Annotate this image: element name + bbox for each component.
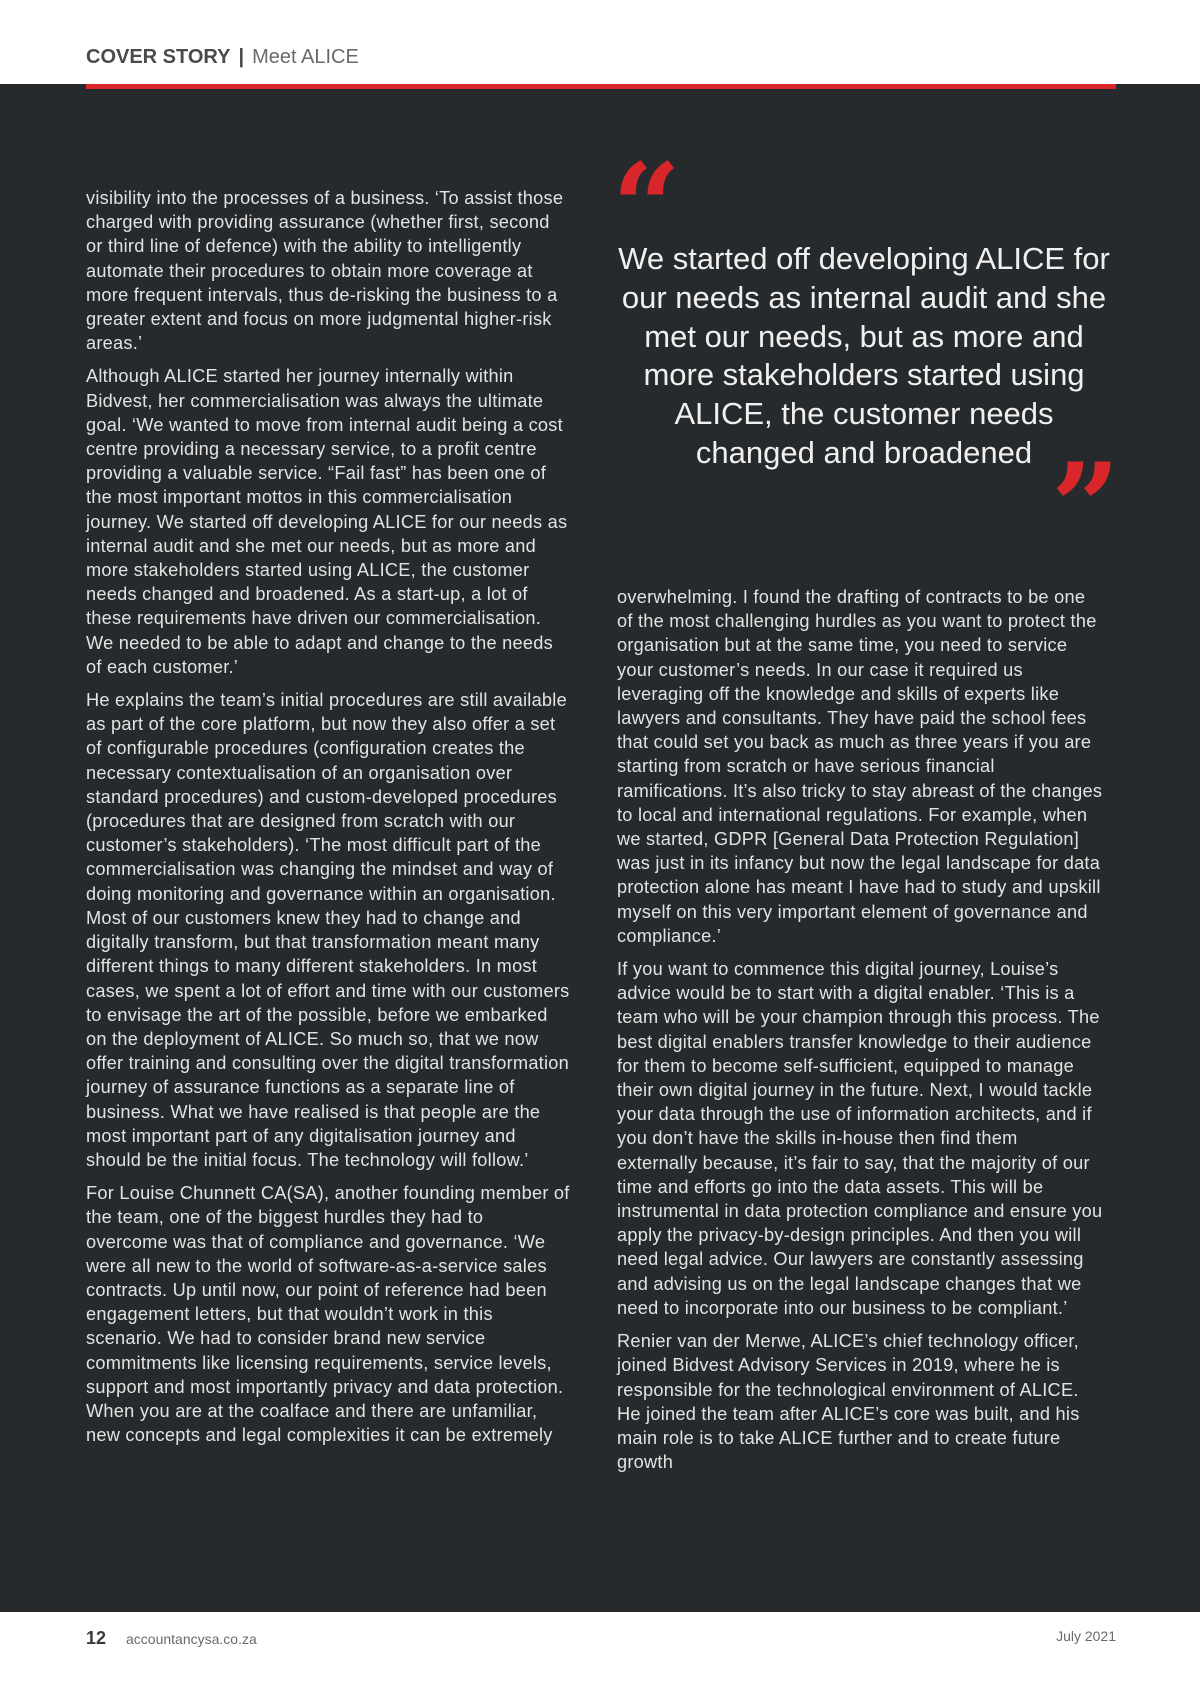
left-column: [86, 186, 570, 1456]
section-label: COVER STORY: [86, 46, 231, 68]
page-footer: [0, 1628, 1200, 1668]
paragraph: For Louise Chunnett CA(SA), another founding member of the team, one of the biggest hurdles they had to overcome was that of compliance and governance. ‘We were all new to the world of software-as-a-service sales contracts. Up until now, our point of reference had been engagement letters, but that wouldn’t work in this scenario. We had to consider brand new service commitments like licensing requirements, service levels, support and most importantly privacy and data protection. When you are at the coalface and there are unfamiliar, new concepts and legal complexities it can be extremely: [86, 1183, 570, 1446]
paragraph: Renier van der Merwe, ALICE’s chief technology officer, joined Bidvest Advisory Services in 2019, where he is responsible for the technological environment of ALICE. He joined the team after ALICE’s core was built, and his main role is to take ALICE further and to create future growth: [617, 1331, 1080, 1473]
header-rule: [86, 84, 1116, 89]
open-quote-icon: “: [612, 137, 682, 278]
close-quote-icon: ”: [1050, 437, 1120, 578]
story-title: Meet ALICE: [252, 46, 359, 68]
paragraph: If you want to commence this digital journey, Louise’s advice would be to start with a digital enabler. ‘This is a team who will be your champion through this process. The best digital enablers transfer knowledge to their audience for them to become self-sufficient, equipped to manage their own digital journey in the future. Next, I would tackle your data through the use of information architects, and if you don’t have the skills in-house then find them externally because, it’s fair to say, that the majority of our time and efforts go into the data assets. This will be instrumental in data protection compliance and ensure you apply the privacy-by-design principles. And then you will need legal advice. Our lawyers are constantly assessing and advising us on the legal landscape changes that we need to incorporate into our business to be compliant.’: [617, 959, 1103, 1318]
paragraph: Although ALICE started her journey internally within Bidvest, her commercialisation was always the ultimate goal. ‘We wanted to move from internal audit being a cost centre providing a necessary service, to a profit centre providing a valuable service. “Fail fast” has been one of the most important mottos in this commercialisation journey. We started off developing ALICE for our needs as internal audit and she met our needs, but as more and more stakeholders started using ALICE, the customer needs changed and broadened. As a start-up, a lot of these requirements have driven our commercialisation. We needed to be able to adapt and change to the needs of each customer.’: [86, 366, 568, 677]
paragraph: visibility into the processes of a business. ‘To assist those charged with providing assurance (whether first, second or third line of defence) with the ability to intelligently automate their procedures to obtain more coverage at more frequent intervals, thus de-risking the business to a greater extent and focus on more judgmental higher-risk areas.’: [86, 188, 564, 354]
running-header: [86, 46, 359, 76]
right-column: [617, 585, 1103, 1483]
website-link[interactable]: accountancysa.co.za: [126, 1631, 257, 1647]
paragraph: overwhelming. I found the drafting of contracts to be one of the most challenging hurdles as you want to protect the organisation but at the same time, you need to service your customer’s needs. In our case it required us leveraging off the knowledge and skills of experts like lawyers and consultants. They have paid the school fees that could set you back as much as three years if you are starting from scratch or have serious financial ramifications. It’s also tricky to stay abreast of the changes to local and international regulations. For example, when we started, GDPR [General Data Protection Regulation] was just in its infancy but now the legal landscape for data protection alone has meant I have had to study and upskill myself on this very important element of governance and compliance.’: [617, 587, 1103, 946]
page-number: 12: [86, 1628, 107, 1648]
issue-date: July 2021: [1056, 1628, 1116, 1644]
header-separator: |: [238, 46, 245, 68]
pull-quote-text: We started off developing ALICE for our needs as internal audit and she met our needs, but as more and more stakeholders started using ALICE, the customer needs changed and broadened: [618, 241, 1110, 470]
paragraph: He explains the team’s initial procedures are still available as part of the core platform, but now they also offer a set of configurable procedures (configuration creates the necessary contextualisation of an organisation over standard procedures) and custom-developed procedures (procedures that are designed from scratch with our customer’s stakeholders). ‘The most difficult part of the commercialisation was changing the mindset and way of doing monitoring and governance within an organisation. Most of our customers knew they had to change and digitally transform, but that transformation meant many different things to many different stakeholders. In most cases, we spent a lot of effort and time with our customers to envisage the art of the possible, before we embarked on the deployment of ALICE. So much so, that we now offer training and consulting over the digital transformation journey of assurance functions as a separate line of business. What we have realised is that people are the most important part of any digitalisation journey and should be the initial focus. The technology will follow.’: [86, 690, 570, 1170]
pull-quote: [612, 137, 1120, 578]
